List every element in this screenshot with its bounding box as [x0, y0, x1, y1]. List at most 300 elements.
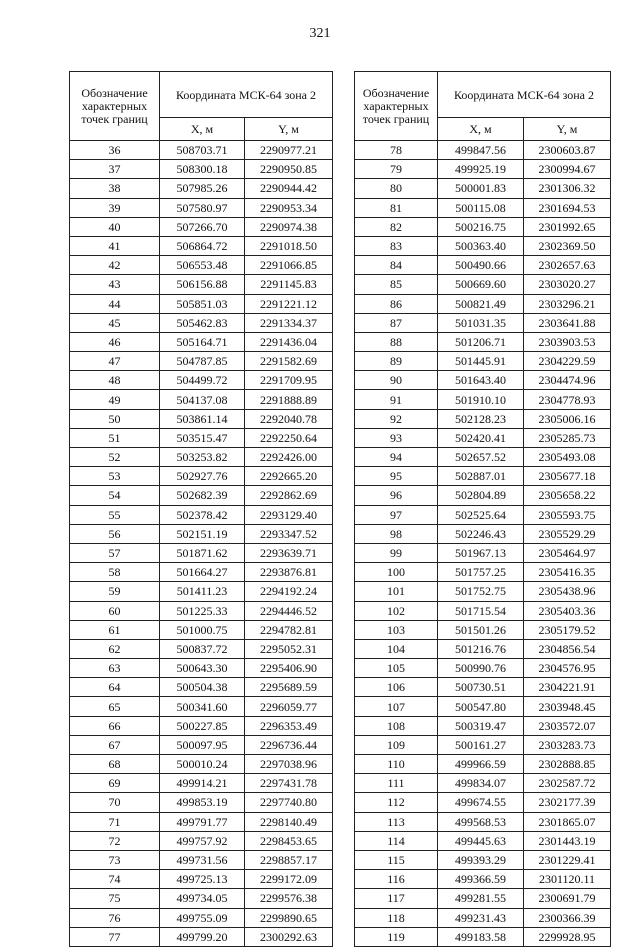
x-coordinate-cell: 501000.75 — [160, 620, 245, 639]
y-coordinate-cell: 2296353.49 — [245, 716, 333, 735]
point-number-cell: 92 — [355, 409, 438, 428]
point-number-cell: 52 — [70, 448, 160, 467]
point-number-cell: 78 — [355, 141, 438, 160]
point-number-cell: 58 — [70, 563, 160, 582]
x-coordinate-cell: 501910.10 — [438, 390, 524, 409]
coord-system-header: Координата МСК-64 зона 2 — [438, 72, 611, 118]
y-coordinate-cell: 2304576.95 — [524, 659, 611, 678]
table-row — [355, 543, 611, 562]
table-row — [70, 850, 333, 869]
point-number-cell: 102 — [355, 601, 438, 620]
table-row — [70, 889, 333, 908]
point-number-cell: 61 — [70, 620, 160, 639]
table-row — [355, 659, 611, 678]
x-coordinate-cell: 508300.18 — [160, 160, 245, 179]
y-coordinate-cell: 2294782.81 — [245, 620, 333, 639]
x-coordinate-cell: 502525.64 — [438, 505, 524, 524]
x-coordinate-cell: 505164.71 — [160, 332, 245, 351]
table-row — [355, 831, 611, 850]
x-coordinate-cell: 502657.52 — [438, 448, 524, 467]
x-coordinate-cell: 500161.27 — [438, 735, 524, 754]
y-coordinate-cell: 2305438.96 — [524, 582, 611, 601]
point-number-cell: 42 — [70, 256, 160, 275]
y-coordinate-cell: 2296736.44 — [245, 735, 333, 754]
x-coordinate-cell: 501757.25 — [438, 563, 524, 582]
point-number-cell: 103 — [355, 620, 438, 639]
point-number-cell: 64 — [70, 678, 160, 697]
x-coordinate-cell: 499725.13 — [160, 870, 245, 889]
x-coordinate-cell: 500216.75 — [438, 217, 524, 236]
table-row — [355, 755, 611, 774]
x-coordinate-cell: 499791.77 — [160, 812, 245, 831]
y-coordinate-cell: 2300366.39 — [524, 908, 611, 927]
point-number-cell: 53 — [70, 467, 160, 486]
point-number-cell: 97 — [355, 505, 438, 524]
point-number-cell: 40 — [70, 217, 160, 236]
table-row — [70, 908, 333, 927]
x-coordinate-cell: 507985.26 — [160, 179, 245, 198]
table-row — [70, 870, 333, 889]
point-number-cell: 45 — [70, 313, 160, 332]
table-row — [355, 697, 611, 716]
point-number-cell: 112 — [355, 793, 438, 812]
y-coordinate-cell: 2293129.40 — [245, 505, 333, 524]
point-number-cell: 89 — [355, 352, 438, 371]
y-coordinate-cell: 2300292.63 — [245, 927, 333, 946]
table-row — [355, 812, 611, 831]
table-row — [355, 678, 611, 697]
table-row — [70, 524, 333, 543]
x-coordinate-cell: 504499.72 — [160, 371, 245, 390]
table-row — [355, 582, 611, 601]
point-number-cell: 63 — [70, 659, 160, 678]
y-coordinate-cell: 2293347.52 — [245, 524, 333, 543]
table-row — [70, 448, 333, 467]
x-coordinate-cell: 501501.26 — [438, 620, 524, 639]
x-coordinate-cell: 505462.83 — [160, 313, 245, 332]
x-coordinate-cell: 501967.13 — [438, 543, 524, 562]
y-coordinate-cell: 2299576.38 — [245, 889, 333, 908]
y-coordinate-cell: 2291582.69 — [245, 352, 333, 371]
table-row — [70, 697, 333, 716]
table-row — [70, 160, 333, 179]
point-number-cell: 77 — [70, 927, 160, 946]
point-number-cell: 46 — [70, 332, 160, 351]
table-row — [355, 620, 611, 639]
point-number-cell: 87 — [355, 313, 438, 332]
x-coordinate-cell: 501643.40 — [438, 371, 524, 390]
table-row — [355, 601, 611, 620]
point-number-cell: 108 — [355, 716, 438, 735]
table-row — [70, 659, 333, 678]
y-coordinate-cell: 2305493.08 — [524, 448, 611, 467]
table-row — [70, 755, 333, 774]
table-row — [355, 428, 611, 447]
table-row — [70, 563, 333, 582]
point-number-cell: 71 — [70, 812, 160, 831]
table-row — [70, 505, 333, 524]
y-coordinate-cell: 2290944.42 — [245, 179, 333, 198]
table-row — [70, 543, 333, 562]
x-coordinate-cell: 504137.08 — [160, 390, 245, 409]
y-coordinate-cell: 2304856.54 — [524, 639, 611, 658]
y-coordinate-cell: 2305416.35 — [524, 563, 611, 582]
table-row — [70, 639, 333, 658]
point-number-cell: 39 — [70, 198, 160, 217]
table-row — [70, 275, 333, 294]
y-coordinate-cell: 2291066.85 — [245, 256, 333, 275]
x-coordinate-cell: 500669.60 — [438, 275, 524, 294]
table-row — [70, 735, 333, 754]
point-number-cell: 48 — [70, 371, 160, 390]
y-coordinate-cell: 2293876.81 — [245, 563, 333, 582]
table-row — [70, 371, 333, 390]
x-coordinate-cell: 502927.76 — [160, 467, 245, 486]
table-row — [355, 524, 611, 543]
table-row — [355, 236, 611, 255]
table-row — [355, 313, 611, 332]
y-coordinate-cell: 2301865.07 — [524, 812, 611, 831]
x-coordinate-cell: 501411.23 — [160, 582, 245, 601]
point-number-cell: 96 — [355, 486, 438, 505]
y-coordinate-cell: 2295052.31 — [245, 639, 333, 658]
y-coordinate-cell: 2298140.49 — [245, 812, 333, 831]
x-coordinate-cell: 500821.49 — [438, 294, 524, 313]
table-row — [355, 352, 611, 371]
table-row — [355, 639, 611, 658]
x-coordinate-cell: 501445.91 — [438, 352, 524, 371]
y-coordinate-cell: 2303641.88 — [524, 313, 611, 332]
point-number-cell: 41 — [70, 236, 160, 255]
x-coordinate-cell: 500001.83 — [438, 179, 524, 198]
y-coordinate-cell: 2294192.24 — [245, 582, 333, 601]
x-coordinate-cell: 502151.19 — [160, 524, 245, 543]
point-number-cell: 44 — [70, 294, 160, 313]
y-coordinate-cell: 2300994.67 — [524, 160, 611, 179]
x-coordinate-cell: 500097.95 — [160, 735, 245, 754]
point-number-cell: 65 — [70, 697, 160, 716]
x-coordinate-cell: 499568.53 — [438, 812, 524, 831]
point-number-cell: 70 — [70, 793, 160, 812]
table-row — [355, 198, 611, 217]
x-coordinate-cell: 503861.14 — [160, 409, 245, 428]
x-coordinate-cell: 502378.42 — [160, 505, 245, 524]
x-coordinate-cell: 500643.30 — [160, 659, 245, 678]
table-body-left — [70, 141, 333, 947]
point-number-cell: 114 — [355, 831, 438, 850]
point-number-cell: 94 — [355, 448, 438, 467]
point-number-cell: 107 — [355, 697, 438, 716]
point-number-cell: 83 — [355, 236, 438, 255]
y-coordinate-cell: 2292862.69 — [245, 486, 333, 505]
table-row — [70, 313, 333, 332]
x-coordinate-cell: 501752.75 — [438, 582, 524, 601]
point-number-cell: 113 — [355, 812, 438, 831]
table-row — [70, 620, 333, 639]
x-coordinate-cell: 499966.59 — [438, 755, 524, 774]
coord-system-header: Координата МСК-64 зона 2 — [160, 72, 333, 118]
x-coordinate-cell: 502420.41 — [438, 428, 524, 447]
point-number-cell: 98 — [355, 524, 438, 543]
point-number-cell: 50 — [70, 409, 160, 428]
y-coordinate-cell: 2301306.32 — [524, 179, 611, 198]
point-number-cell: 54 — [70, 486, 160, 505]
table-row — [355, 141, 611, 160]
y-coordinate-cell: 2301443.19 — [524, 831, 611, 850]
x-coordinate-cell: 506156.88 — [160, 275, 245, 294]
y-coordinate-cell: 2290977.21 — [245, 141, 333, 160]
table-row — [355, 908, 611, 927]
point-number-cell: 38 — [70, 179, 160, 198]
y-coordinate-cell: 2297431.78 — [245, 774, 333, 793]
x-coordinate-cell: 500227.85 — [160, 716, 245, 735]
point-number-cell: 59 — [70, 582, 160, 601]
point-number-cell: 47 — [70, 352, 160, 371]
x-coordinate-cell: 502246.43 — [438, 524, 524, 543]
y-header: Y, м — [245, 118, 333, 141]
x-coordinate-cell: 502804.89 — [438, 486, 524, 505]
x-coordinate-cell: 499834.07 — [438, 774, 524, 793]
point-number-cell: 49 — [70, 390, 160, 409]
table-row — [70, 467, 333, 486]
x-coordinate-cell: 508703.71 — [160, 141, 245, 160]
table-row — [355, 927, 611, 946]
point-number-cell: 119 — [355, 927, 438, 946]
x-coordinate-cell: 500115.08 — [438, 198, 524, 217]
x-coordinate-cell: 506864.72 — [160, 236, 245, 255]
table-row — [355, 793, 611, 812]
point-number-cell: 104 — [355, 639, 438, 658]
point-number-cell: 106 — [355, 678, 438, 697]
y-coordinate-cell: 2304474.96 — [524, 371, 611, 390]
point-number-cell: 66 — [70, 716, 160, 735]
x-coordinate-cell: 500837.72 — [160, 639, 245, 658]
y-coordinate-cell: 2301694.53 — [524, 198, 611, 217]
table-row — [70, 812, 333, 831]
table-body-right — [355, 141, 611, 947]
y-coordinate-cell: 2292040.78 — [245, 409, 333, 428]
x-coordinate-cell: 500490.66 — [438, 256, 524, 275]
x-coordinate-cell: 499445.63 — [438, 831, 524, 850]
table-row — [355, 371, 611, 390]
x-coordinate-cell: 506553.48 — [160, 256, 245, 275]
y-coordinate-cell: 2302369.50 — [524, 236, 611, 255]
x-coordinate-cell: 502887.01 — [438, 467, 524, 486]
x-coordinate-cell: 501216.76 — [438, 639, 524, 658]
point-number-cell: 51 — [70, 428, 160, 447]
table-row — [355, 889, 611, 908]
y-coordinate-cell: 2300603.87 — [524, 141, 611, 160]
y-coordinate-cell: 2304778.93 — [524, 390, 611, 409]
y-coordinate-cell: 2294446.52 — [245, 601, 333, 620]
point-number-cell: 73 — [70, 850, 160, 869]
table-row — [70, 486, 333, 505]
y-coordinate-cell: 2305285.73 — [524, 428, 611, 447]
table-row — [70, 582, 333, 601]
x-coordinate-cell: 502682.39 — [160, 486, 245, 505]
x-coordinate-cell: 503515.47 — [160, 428, 245, 447]
point-number-cell: 118 — [355, 908, 438, 927]
point-number-cell: 55 — [70, 505, 160, 524]
x-coordinate-cell: 501206.71 — [438, 332, 524, 351]
table-row — [70, 428, 333, 447]
x-coordinate-cell: 501871.62 — [160, 543, 245, 562]
y-coordinate-cell: 2295689.59 — [245, 678, 333, 697]
x-coordinate-cell: 502128.23 — [438, 409, 524, 428]
table-row — [70, 927, 333, 946]
point-number-cell: 85 — [355, 275, 438, 294]
page-number: 321 — [309, 26, 331, 41]
table-row — [355, 275, 611, 294]
x-coordinate-cell: 499183.58 — [438, 927, 524, 946]
x-coordinate-cell: 499925.19 — [438, 160, 524, 179]
table-row — [355, 716, 611, 735]
table-row — [355, 409, 611, 428]
x-coordinate-cell: 499799.20 — [160, 927, 245, 946]
table-row — [70, 601, 333, 620]
table-row — [355, 563, 611, 582]
y-coordinate-cell: 2303020.27 — [524, 275, 611, 294]
point-number-cell: 67 — [70, 735, 160, 754]
table-row — [70, 678, 333, 697]
point-number-cell: 115 — [355, 850, 438, 869]
point-number-cell: 81 — [355, 198, 438, 217]
point-number-cell: 68 — [70, 755, 160, 774]
x-coordinate-cell: 499231.43 — [438, 908, 524, 927]
y-coordinate-cell: 2299172.09 — [245, 870, 333, 889]
point-number-cell: 43 — [70, 275, 160, 294]
point-number-cell: 57 — [70, 543, 160, 562]
coordinates-table-right — [354, 71, 611, 947]
point-number-cell: 60 — [70, 601, 160, 620]
x-header: X, м — [438, 118, 524, 141]
point-number-cell: 80 — [355, 179, 438, 198]
table-row — [355, 256, 611, 275]
x-coordinate-cell: 499757.92 — [160, 831, 245, 850]
y-coordinate-cell: 2299890.65 — [245, 908, 333, 927]
x-coordinate-cell: 500010.24 — [160, 755, 245, 774]
x-coordinate-cell: 500730.51 — [438, 678, 524, 697]
y-coordinate-cell: 2291334.37 — [245, 313, 333, 332]
y-coordinate-cell: 2301120.11 — [524, 870, 611, 889]
point-header: Обозначение характерных точек границ — [355, 72, 438, 141]
y-coordinate-cell: 2295406.90 — [245, 659, 333, 678]
x-coordinate-cell: 500341.60 — [160, 697, 245, 716]
y-coordinate-cell: 2299928.95 — [524, 927, 611, 946]
table-row — [70, 793, 333, 812]
table-row — [355, 160, 611, 179]
point-number-cell: 36 — [70, 141, 160, 160]
y-coordinate-cell: 2291145.83 — [245, 275, 333, 294]
y-coordinate-cell: 2305006.16 — [524, 409, 611, 428]
point-number-cell: 88 — [355, 332, 438, 351]
x-coordinate-cell: 503253.82 — [160, 448, 245, 467]
table-row — [70, 409, 333, 428]
y-coordinate-cell: 2291709.95 — [245, 371, 333, 390]
table-row — [355, 448, 611, 467]
x-coordinate-cell: 499393.29 — [438, 850, 524, 869]
y-coordinate-cell: 2305593.75 — [524, 505, 611, 524]
table-row — [70, 831, 333, 850]
y-coordinate-cell: 2291221.12 — [245, 294, 333, 313]
y-coordinate-cell: 2298857.17 — [245, 850, 333, 869]
table-row — [355, 217, 611, 236]
y-coordinate-cell: 2305464.97 — [524, 543, 611, 562]
point-number-cell: 110 — [355, 755, 438, 774]
point-header: Обозначение характерных точек границ — [70, 72, 160, 141]
y-coordinate-cell: 2297038.96 — [245, 755, 333, 774]
y-coordinate-cell: 2305179.52 — [524, 620, 611, 639]
x-coordinate-cell: 501715.54 — [438, 601, 524, 620]
y-coordinate-cell: 2290953.34 — [245, 198, 333, 217]
x-coordinate-cell: 499853.19 — [160, 793, 245, 812]
table-row — [70, 141, 333, 160]
y-coordinate-cell: 2305658.22 — [524, 486, 611, 505]
table-row — [355, 179, 611, 198]
table-row — [70, 217, 333, 236]
y-coordinate-cell: 2292426.00 — [245, 448, 333, 467]
point-number-cell: 91 — [355, 390, 438, 409]
x-coordinate-cell: 499755.09 — [160, 908, 245, 927]
table-row — [70, 716, 333, 735]
table-row — [355, 774, 611, 793]
y-coordinate-cell: 2303283.73 — [524, 735, 611, 754]
y-coordinate-cell: 2303903.53 — [524, 332, 611, 351]
y-coordinate-cell: 2303572.07 — [524, 716, 611, 735]
point-number-cell: 101 — [355, 582, 438, 601]
y-coordinate-cell: 2296059.77 — [245, 697, 333, 716]
x-coordinate-cell: 501031.35 — [438, 313, 524, 332]
y-coordinate-cell: 2305529.29 — [524, 524, 611, 543]
coordinates-table-left — [69, 71, 333, 947]
x-coordinate-cell: 499366.59 — [438, 870, 524, 889]
y-coordinate-cell: 2291888.89 — [245, 390, 333, 409]
point-number-cell: 105 — [355, 659, 438, 678]
y-coordinate-cell: 2304229.59 — [524, 352, 611, 371]
table-row — [70, 198, 333, 217]
table-row — [355, 486, 611, 505]
table-row — [355, 390, 611, 409]
y-coordinate-cell: 2301992.65 — [524, 217, 611, 236]
y-coordinate-cell: 2302177.39 — [524, 793, 611, 812]
y-coordinate-cell: 2304221.91 — [524, 678, 611, 697]
y-coordinate-cell: 2292250.64 — [245, 428, 333, 447]
point-number-cell: 76 — [70, 908, 160, 927]
y-coordinate-cell: 2292665.20 — [245, 467, 333, 486]
y-coordinate-cell: 2301229.41 — [524, 850, 611, 869]
table-row — [355, 467, 611, 486]
x-coordinate-cell: 499674.55 — [438, 793, 524, 812]
table-row — [70, 332, 333, 351]
point-number-cell: 90 — [355, 371, 438, 390]
y-coordinate-cell: 2291436.04 — [245, 332, 333, 351]
point-number-cell: 99 — [355, 543, 438, 562]
x-coordinate-cell: 499281.55 — [438, 889, 524, 908]
point-number-cell: 69 — [70, 774, 160, 793]
point-number-cell: 72 — [70, 831, 160, 850]
y-coordinate-cell: 2302587.72 — [524, 774, 611, 793]
point-number-cell: 79 — [355, 160, 438, 179]
table-row — [70, 774, 333, 793]
x-coordinate-cell: 500990.76 — [438, 659, 524, 678]
table-row — [70, 179, 333, 198]
table-row — [70, 236, 333, 255]
x-coordinate-cell: 499847.56 — [438, 141, 524, 160]
x-coordinate-cell: 500363.40 — [438, 236, 524, 255]
table-row — [70, 256, 333, 275]
point-number-cell: 100 — [355, 563, 438, 582]
point-number-cell: 117 — [355, 889, 438, 908]
